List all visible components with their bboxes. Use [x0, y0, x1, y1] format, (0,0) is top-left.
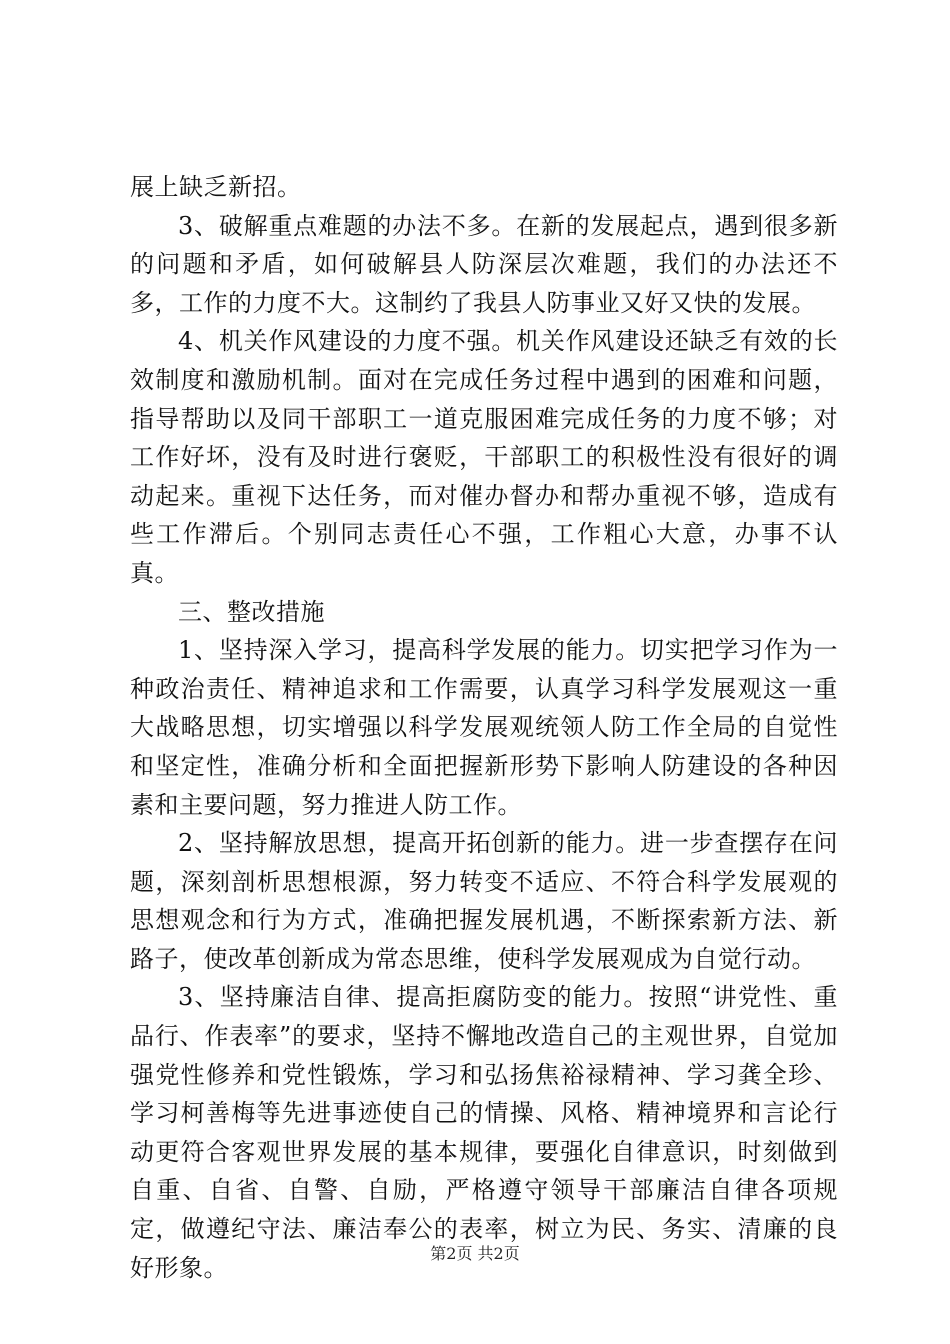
paragraph-continuation: 展上缺乏新招。 — [130, 173, 302, 201]
page-number-footer: 第2页 共2页 — [430, 1244, 520, 1263]
paragraph-measure-2-innovation: 2、坚持解放思想，提高开拓创新的能力。进一步查摆存在问题，深刻剖析思想根源，努力转变不适应、不符合科学发展观的思想观念和行为方式，准确把握发展机遇，不断探索新方法、新路子，使改革创新成为常态思维，使科学发展观成为自觉行动。 — [130, 829, 838, 973]
document-body — [130, 168, 838, 1287]
paragraph-measure-3-integrity: 3、坚持廉洁自律、提高拒腐防变的能力。按照“讲党性、重品行、作表率”的要求，坚持不懈地改造自己的主观世界，自觉加强党性修养和党性锻炼，学习和弘扬焦裕禄精神、学习龚全珍、学习柯善梅等先进事迹使自己的情操、风格、精神境界和言论行动更符合客观世界发展的基本规律，要强化自律意识，时刻做到自重、自省、自警、自励，严格遵守领导干部廉洁自律各项规定，做遵纪守法、廉洁奉公的表率，树立为民、务实、清廉的良好形象。 — [130, 983, 838, 1282]
paragraph-item-3-difficulties: 3、破解重点难题的办法不多。在新的发展起点，遇到很多新的问题和矛盾，如何破解县人防深层次难题，我们的办法还不多，工作的力度不大。这制约了我县人防事业又好又快的发展。 — [130, 211, 838, 317]
paragraph-item-4-work-style: 4、机关作风建设的力度不强。机关作风建设还缺乏有效的长效制度和激励机制。面对在完成任务过程中遇到的困难和问题，指导帮助以及同干部职工一道克服困难完成任务的力度不够；对工作好坏，没有及时进行褒贬，干部职工的积极性没有很好的调动起来。重视下达任务，而对催办督办和帮办重视不够，造成有些工作滞后。个别同志责任心不强，工作粗心大意，办事不认真。 — [130, 327, 838, 587]
section-heading-rectification: 三、整改措施 — [178, 597, 325, 626]
paragraph-measure-1-study: 1、坚持深入学习，提高科学发展的能力。切实把学习作为一种政治责任、精神追求和工作需要，认真学习科学发展观这一重大战略思想，切实增强以科学发展观统领人防工作全局的自觉性和坚定性，准确分析和全面把握新形势下影响人防建设的各种因素和主要问题，努力推进人防工作。 — [130, 636, 838, 819]
